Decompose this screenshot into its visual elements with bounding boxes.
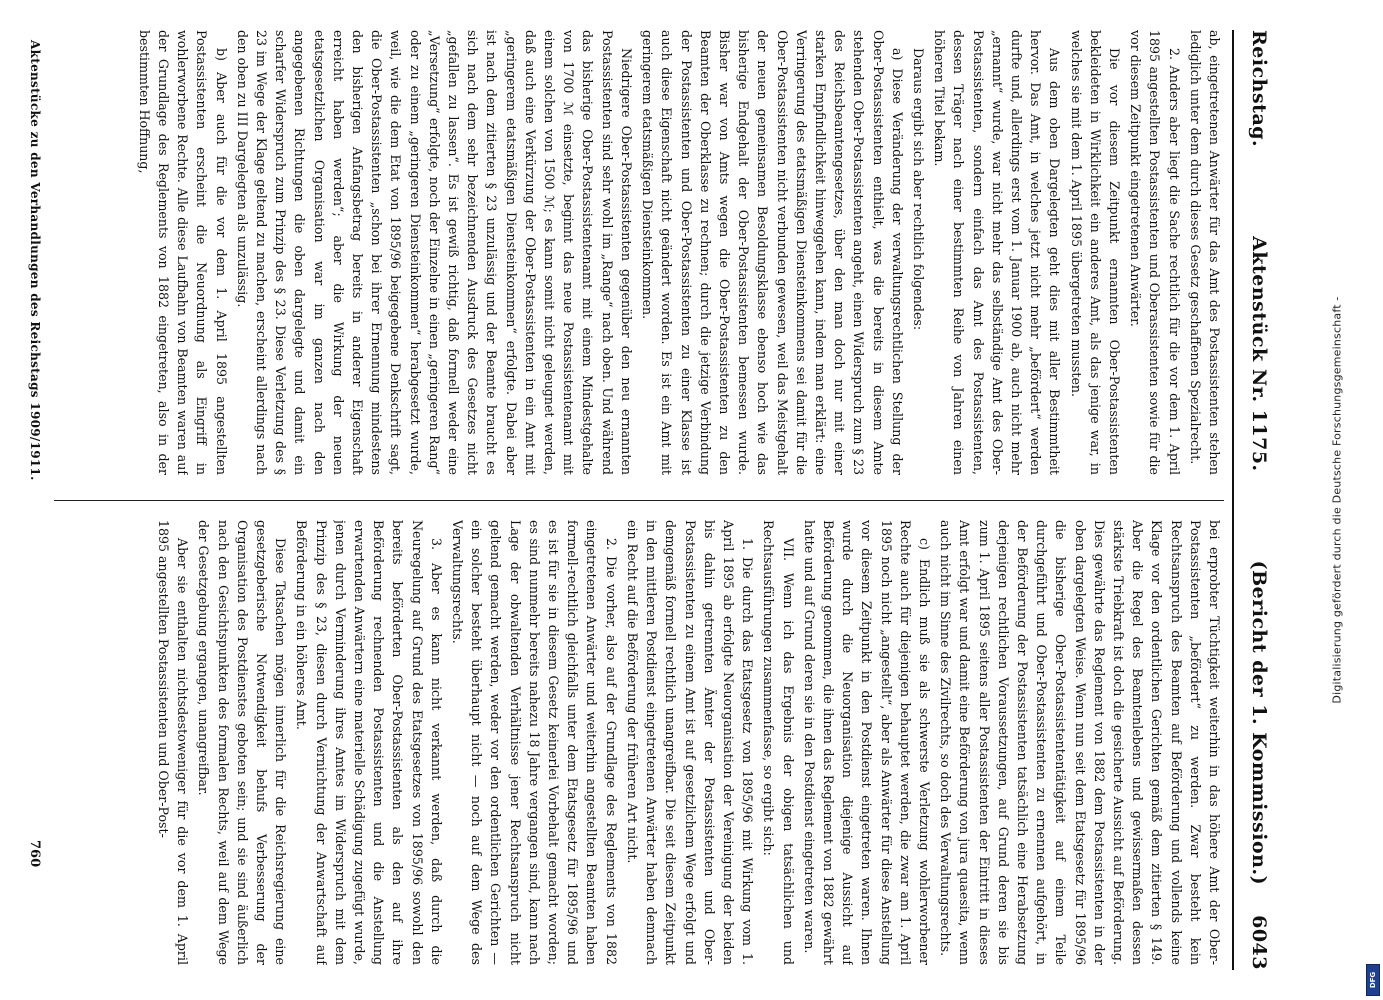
paragraph: Die vor diesem Zeitpunkt ernannten Ober-Postassistenten bekleideten in Wirklichkeit ein anderes Amt, als das jenige war, in welches sie mit dem 1. April 1895 übergetreten mussten. [1068,30,1122,475]
page-header [1236,30,1270,970]
paragraph: 1. Die durch das Etatsgesetz von 1895/96 mit Wirkung vom 1. April 1895 ab erfolgte Neuorganisation der Vereinigung der beiden bis dahin getrennten Ämter der Postassistenten und Ober-Postassistenten zu einem Amt ist auf gesetzlichem Wege erfolgt und demgemäß formell rechtlich unangreifbar. Die seit diesem Zeitpunkt in den mittleren Postdienst eingetretenen Anwärter haben demnach ein Recht auf die Beförderung der früheren Art nicht. [624,520,756,965]
page-number: 6043 [1248,915,1270,970]
footer-page-number: 760 [27,840,42,868]
paragraph: a) Diese Veränderung der verwaltungsrechtlichen Stellung der Ober-Postassistenten enthielt, was die bereits in diesem Amte stehenden Ober-Postassistenten angeht, einen Widerspruch zum § 23 des Reichsbeamtengesetzes, über den man doch nur mit einer starken Empfindlichkeit hinweggehen kann, indem man erklärt: eine Verringerung des etatsmäßigen Diensteinkommens sei damit für die Ober-Postassistenten nicht verbunden gewesen, weil das Meistgehalt der neuen gemeinsamen Besoldungsklasse ebenso hoch wie das bisherige Endgehalt der Ober-Postassistenten bemessen wurde. Bisher war von Amts wegen die Ober-Postassistenten zu den Beamten der Oberklasse zu rechnen; durch die jetzige Verbindung der Postassistenten und Ober-Postassistenten zu einer Klasse ist auch diese Eigenschaft nicht geändert worden. Es ist ein Amt mit geringerem etatsmäßigen Diensteinkommen. [640,30,905,475]
header-rule [1232,30,1234,970]
paragraph: Aus dem oben Dargelegten geht dies mit aller Bestimmtheit hervor. Das Amt, in welches jetzt nicht mehr „befördert“ werden durfte und, allerdings erst vom 1. Januar 1900 ab, auch nicht mehr „ernannt“ wurde, war nicht mehr das selbständige Amt des Ober-Postassistenten, sondern einfach das Amt des Postassistenten, dessen Träger nach einer bestimmten Reihe von Jahren einen höheren Titel bekam. [932,30,1063,475]
dfg-logo-icon [1366,964,1380,996]
dfg-logo-text: DFG [1369,971,1377,989]
attribution-strip [1322,0,1352,1000]
header-left: Reichstag. [1248,30,1270,148]
paragraph: c) Endlich muß sie als schwerste Verletzung wohlerworbener Rechte auch für diejenigen behauptet werden, die zwar am 1. April 1895 noch nicht „angestellt“, aber als Anwärter für diese Anstellung vor diesem Zeitpunkt in den Postdienst eingetreten waren. Ihnen wurde durch die Neuorganisation diejenige Aussicht auf Beförderung genommen, die ihnen das Reglement von 1882 gewährt hatte und auf Grund deren sie in den Postdienst eingetreten waren. [801,520,932,965]
paragraph: VII. Wenn ich das Ergebnis der obigen tatsächlichen und Rechtsausführungen zusammenfasse, so ergibt sich: [761,520,796,965]
paragraph: ab, eingetretenen Anwärter für das Amt des Postassistenten stehen lediglich unter dem durch dieses Gesetz geschaffenen Spezialrecht. [1187,30,1222,475]
attribution-text: Digitalisierung gefördert durch die Deutsche Forschungsgemeinschaft - [1330,296,1344,704]
paragraph: Niedrigere Ober-Postassistenten gegenüber den neu ernannten Postassistenten sind sehr wohl im „Range“ nach oben. Und während das bisherige Ober-Postassistentenamt mit einem Mindestgehalte von 1700 ℳ einsetzte, beginnt das neue Postassistentenamt mit einem solchen von 1500 ℳ; es kann somit nicht geleugnet werden, daß auch eine Verkürzung der Ober-Postassistenten in ein Amt mit „geringerem etatsmäßigen Diensteinkommen“ erfolgte. Dabei aber ist nach dem zitierten § 23 unzulässig und der Beamte braucht es sich nach dem sehr bezeichnenden Ausdruck des Gesetzes nicht „gefallen zu lassen“. Es ist gewiß richtig, daß formell weder eine „Versetzung“ erfolgte, noch der Einzelne in einen „geringeren Rang“ oder zu einem „geringeren Diensteinkommen“ herabgesetzt wurde, weil, wie die dem Etat von 1895/96 beigegebene Denkschrift sagt, die Ober-Postassistenten „schon bei ihrer Ernennung mindestens den bisherigen Anfangsbetrag bereits in anderer Eigenschaft erreicht haben werden“; aber die Wirkung der neuen etatsgesetzlichen Organisation war im ganzen nach den angegebenen Richtungen die oben dargelegte und damit ein scharfer Widerspruch zum Prinzip des § 23. Diese Verletzung des § 23 im Wege der Klage geltend zu machen, erscheint allerdings nach den oben zu III Dargelegten als unzulässig. [234,30,634,475]
paragraph: 2. Die vorher, also auf der Grundlage des Reglements von 1882 eingetretenen Anwärter und weiterhin angestellten Beamten haben formell-rechtlich gleichfalls unter dem Etatsgesetz für 1895/96 und es ist für sie in diesem Gesetz keinerlei Vorbehalt gemacht worden; es sind nunmehr bereits nahezu 18 Jahre vergangen sind, kann nach Lage der obwaltenden Verhältnisse jener Rechtsanspruch nicht geltend gemacht werden, weder vor den ordentlichen Gerichten — ein solcher besteht überhaupt nicht — noch auf dem Wege des Verwaltungsrechts. [450,520,619,965]
right-column [44,520,1224,965]
footer-left: Aktenstücke zu den Verhandlungen des Reichstags 1909/1911. [28,40,42,481]
paragraph: 3. Aber es kann nicht verkannt werden, daß durch die Neuregelung auf Grund des Etatsgesetzes von 1895/96 sowohl den bereits beförderten Ober-Postassistenten als den auf ihre Beförderung rechnenden Postassistenten und die Anstellung erwartenden Anwärtern eine materielle Schädigung zugefügt wurde, jenen durch Verminderung ihres Amtes im Widerspruch mit dem Prinzip des § 23, diesen durch Vernichtung der Anwartschaft auf Beförderung in ein höheres Amt. [294,520,444,965]
header-center: Aktenstück Nr. 1175. [1248,236,1270,472]
header-right-label: (Bericht der 1. Kommission.) [1248,560,1270,886]
left-column [44,30,1224,475]
paragraph: Daraus ergibt sich aber rechtlich folgendes: [910,48,926,331]
paragraph: b) Aber auch für die vor dem 1. April 1895 angestellten Postassistenten erscheint die Neuordnung als Eingriff in wohlerworbene Rechte. Alle diese Laufbahn von Beamten waren auf der Grundlage des Reglements von 1882 eingetreten, also in der bestimmten Hoffnung, [136,30,229,475]
paragraph: Diese Tatsachen mögen innerlich für die Reichsregierung eine gesetzgeberische Notwendigkeit behufs Verbesserung der Organisation des Postdienstes geboten sein; und sie sind äußerlich nach den Gesichtspunkten des formalen Rechts, weil auf dem Wege der Gesetzgebung ergangen, unangreifbar. [196,520,289,965]
paragraph: 2. Anders aber liegt die Sache rechtlich für die vor dem 1. April 1895 angestellten Postassistenten und Oberassistenten sowie für die vor diesem Zeitpunkt eingetretenen Anwärter. [1128,30,1182,475]
paragraph: bei erprobter Tüchtigkeit weiterhin in das höhere Amt der Ober-Postassistenten „befördert“ zu werden. Zwar besteht kein Rechtsanspruch des Beamten auf Beförderung und vollends keine Klage vor den ordentlichen Gerichten gemäß dem zitierten § 149. Aber die Regel des Beamtenlebens und gewissermaßen dessen stärkste Triebkraft ist doch die gesicherte Aussicht auf Beförderung. Dies gewährte das Reglement von 1882 dem Postassistenten in der oben dargelegten Weise. Wenn nun seit dem Etatsgesetz für 1895/96 die bisherige Ober-Postassistententätigkeit auf einem Teile durchgeführt und Ober-Postassistenten zu ernennen aufgehört, in der Beförderung der Postassistenten tatsächlich eine Herabsetzung derjenigen rechtlichen Voraussetzungen, auf Grund deren sie bis zum 1. April 1895 seitens aller Postassistenten der Eintritt in dieses Amt erfolgt war und damit eine Beförderung von jura quaesita, wenn auch nicht im Sinne des Zivilrechts, so doch des Verwaltungsrechts. [938,520,1222,965]
paragraph: Aber sie enthalten nichtsdestoweniger für die vor dem 1. April 1895 angestellten Postassistenten und Ober-Post- [156,520,191,965]
column-divider [54,500,1224,501]
